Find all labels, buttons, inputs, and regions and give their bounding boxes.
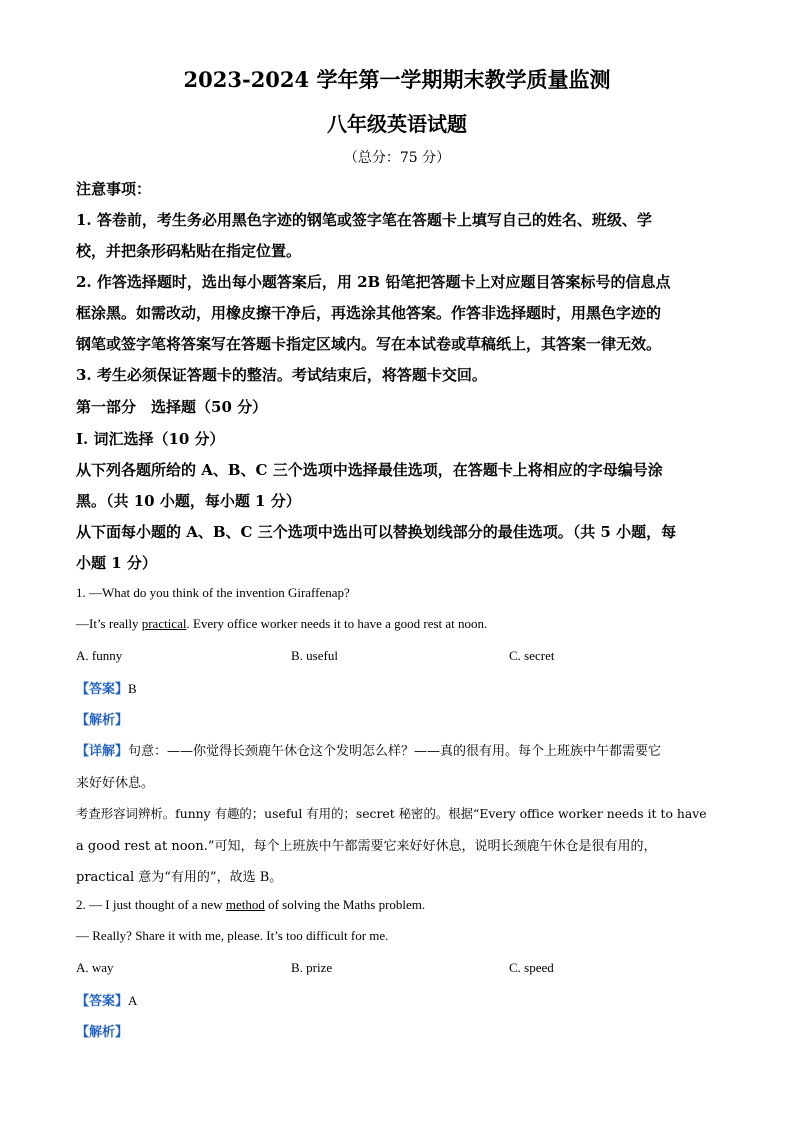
- instruction-line: 黑。（共 10 小题，每小题 1 分）: [76, 492, 301, 510]
- q1-detail: [76, 740, 661, 759]
- q1-text-post: . Every office worker needs it to have a good rest at noon.: [186, 616, 488, 631]
- notice-line: 2. 作答选择题时，选出每小题答案后，用 2B 铅笔把答题卡上对应题目答案标号的信息点: [76, 273, 671, 291]
- notice-line: 校，并把条形码粘贴在指定位置。: [76, 242, 302, 260]
- notice-line: 1. 答卷前，考生务必用黑色字迹的钢笔或签字笔在答题卡上填写自己的姓名、班级、学: [76, 211, 652, 229]
- q2-analysis-tag: 【解析】: [76, 1025, 129, 1040]
- notice-line: 3. 考生必须保证答题卡的整洁。考试结束后，将答题卡交回。: [76, 366, 487, 384]
- answer-value: A: [128, 993, 138, 1008]
- instruction-line: 从下列各题所给的 A、B、C 三个选项中选择最佳选项，在答题卡上将相应的字母编号涂: [76, 461, 663, 479]
- q1-detail-line: a good rest at noon.”可知，每个上班族中午都需要它来好好休息，说明长颈鹿午休仓是很有用的，: [76, 839, 657, 854]
- exam-subtitle: 八年级英语试题: [327, 112, 467, 136]
- q2-option-b: B. prize: [291, 960, 333, 975]
- q1-option-b: B. useful: [291, 648, 338, 663]
- exam-title: 2023-2024 学年第一学期期末教学质量监测: [183, 67, 611, 92]
- q1-detail-line: practical 意为“有用的”，故选 B。: [76, 870, 283, 885]
- part-heading: 第一部分 选择题（50 分）: [76, 398, 268, 416]
- question-2-prompt: [76, 897, 425, 913]
- total-score: （总分：75 分）: [343, 150, 451, 166]
- q2-answer: [76, 990, 137, 1009]
- instruction-line: 从下面每小题的 A、B、C 三个选项中选出可以替换划线部分的最佳选项。（共 5 小题，每: [76, 523, 677, 541]
- instruction-line: 小题 1 分）: [76, 554, 157, 572]
- detail-tag: 【详解】: [76, 744, 129, 759]
- question-1-response: [76, 616, 487, 632]
- notice-line: 框涂黑。如需改动，用橡皮擦干净后，再选涂其他答案。作答非选择题时，用黑色字迹的: [76, 304, 662, 322]
- q2-option-c: C. speed: [509, 960, 554, 975]
- answer-tag: 【答案】: [76, 994, 129, 1009]
- q2-underlined-word: method: [225, 897, 265, 912]
- q1-option-a: A. funny: [76, 648, 123, 663]
- q2-text-post: of solving the Maths problem.: [264, 897, 426, 912]
- question-1-prompt: 1. —What do you think of the invention Giraffenap?: [76, 585, 350, 600]
- q2-text-pre: 2. — I just thought of a new: [76, 897, 226, 912]
- q1-text-pre: —It’s really: [76, 616, 142, 631]
- notice-heading: 注意事项：: [76, 180, 152, 198]
- question-2-response: — Really? Share it with me, please. It’s too difficult for me.: [76, 928, 389, 943]
- q1-detail-line: 来好好休息。: [76, 776, 155, 791]
- section-heading: I. 词汇选择（10 分）: [76, 430, 225, 448]
- q1-detail-line: 考查形容词辨析。funny 有趣的；useful 有用的；secret 秘密的。根据“Every office worker needs it to have: [76, 806, 707, 821]
- q1-option-c: C. secret: [509, 648, 555, 663]
- detail-text: 句意：——你觉得长颈鹿午休仓这个发明怎么样？——真的很有用。每个上班族中午都需要它: [128, 744, 662, 759]
- notice-line: 钢笔或签字笔将答案写在答题卡指定区域内。写在本试卷或草稿纸上，其答案一律无效。: [76, 335, 662, 353]
- answer-tag: 【答案】: [76, 682, 129, 697]
- q1-analysis-tag: 【解析】: [76, 713, 129, 728]
- q1-underlined-word: practical: [141, 616, 187, 631]
- answer-value: B: [128, 681, 137, 696]
- q2-option-a: A. way: [76, 960, 114, 975]
- q1-answer: [76, 678, 137, 697]
